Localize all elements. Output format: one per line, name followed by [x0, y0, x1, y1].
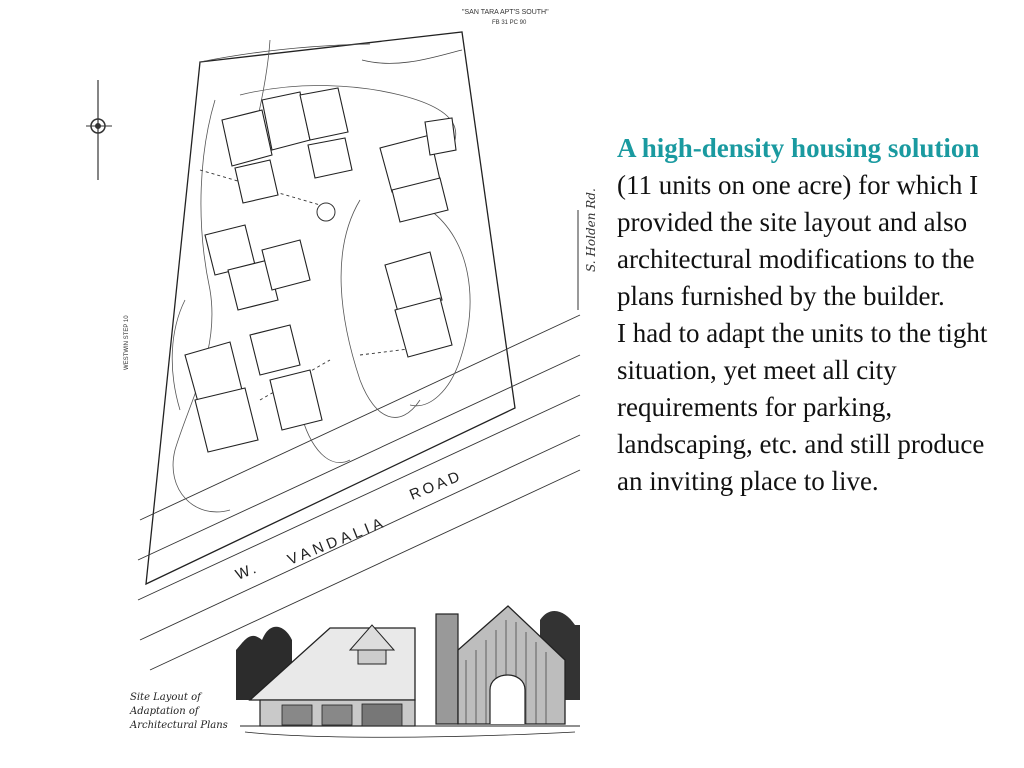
side-road-label: S. Holden Rd.: [584, 188, 598, 272]
unit-group-right: [380, 118, 456, 222]
unit-group-top: [222, 88, 352, 203]
unit-group-middle-left: [205, 225, 310, 310]
handwritten-note-line-1: Site Layout of: [130, 692, 201, 703]
handwritten-note-line-3: Architectural Plans: [130, 720, 228, 731]
left-street-label: WESTWIN STEP 10: [124, 315, 130, 370]
road-label-road: ROAD: [407, 467, 465, 504]
courtyard-feature: [317, 203, 335, 221]
caption-body-2: I had to adapt the units to the tight situation, yet meet all city requirements for parking, landscaping, etc. and still produce an inviting place to live.: [617, 318, 988, 496]
caption-highlight: A high-density housing solution: [617, 133, 980, 163]
title-stamp: "SAN TARA APT'S SOUTH": [462, 9, 549, 16]
road-label-w: W.: [233, 559, 262, 584]
housing-units: [185, 88, 456, 452]
road-label-vandalia: VANDALIA: [285, 513, 389, 569]
house-sketch: [236, 606, 580, 737]
north-arrow-icon: [86, 80, 112, 180]
unit-group-bottom-left: [185, 325, 322, 452]
unit-group-middle-right: [385, 252, 452, 357]
caption-body-1: (11 units on one acre) for which I provided the site layout and also architectural modifications to the plans furnished by the builder.: [617, 170, 979, 311]
handwritten-note-line-2: Adaptation of: [130, 706, 199, 717]
project-description: [617, 130, 997, 500]
title-stamp-sub: FB 31 PC 90: [492, 20, 527, 26]
